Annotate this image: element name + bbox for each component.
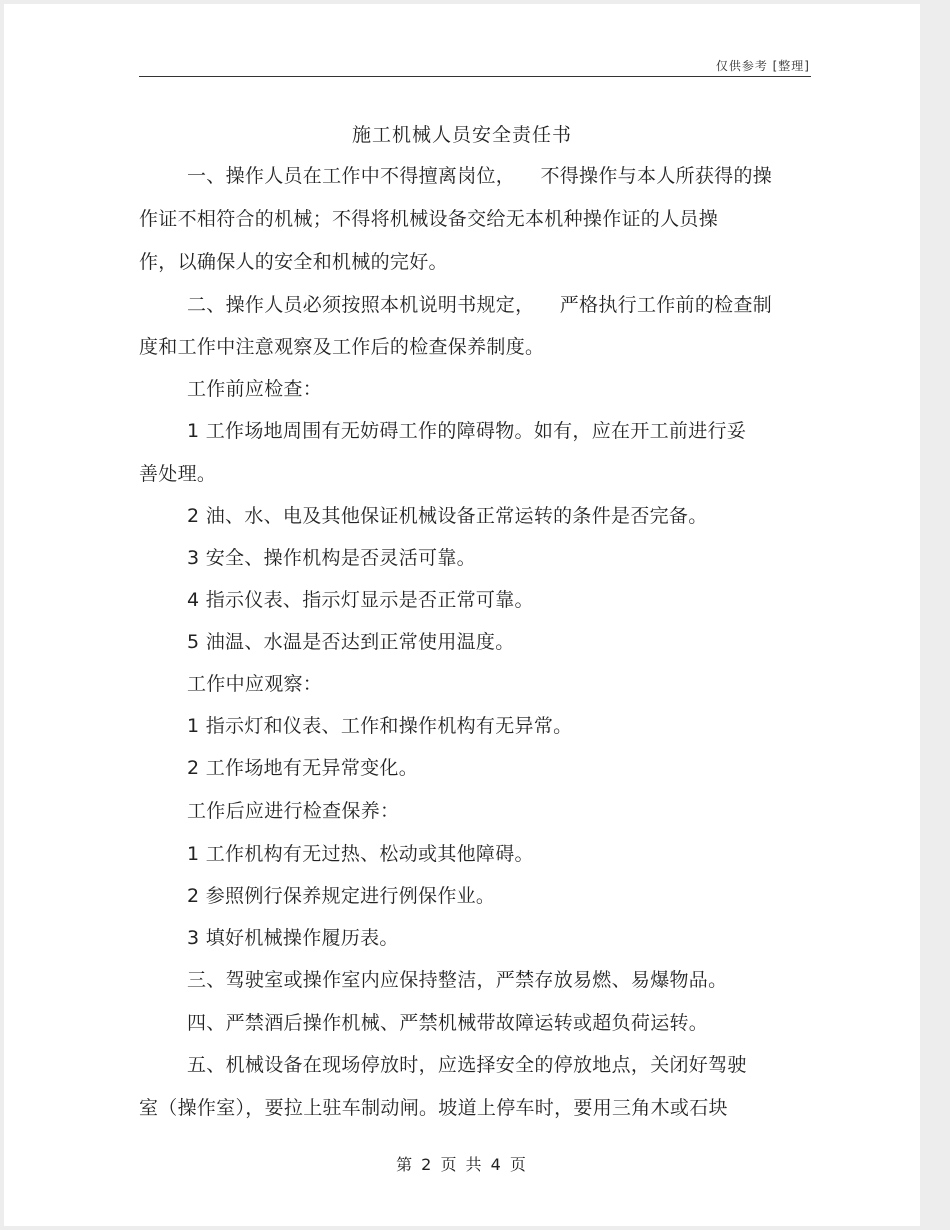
paragraph-line: 2 参照例行保养规定进行例保作业。 — [187, 885, 496, 907]
header-rule — [139, 76, 811, 77]
paragraph-line: 工作前应检查： — [187, 378, 323, 400]
paragraph-line: 4 指示仪表、指示灯显示是否正常可靠。 — [187, 589, 534, 611]
paragraph-line: 3 安全、操作机构是否灵活可靠。 — [187, 547, 476, 569]
document-title: 施工机械人员安全责任书 — [351, 124, 572, 146]
paragraph-line: 五、机械设备在现场停放时，应选择安全的停放地点，关闭好驾驶 — [187, 1054, 747, 1076]
paragraph-line: 3 填好机械操作履历表。 — [187, 927, 399, 949]
paragraph-line: 二、操作人员必须按照本机说明书规定， 严格执行工作前的检查制 — [187, 294, 773, 316]
paragraph-line: 善处理。 — [139, 463, 217, 485]
paragraph-line: 5 油温、水温是否达到正常使用温度。 — [187, 631, 515, 653]
paragraph-line: 工作中应观察： — [187, 673, 323, 695]
paragraph-line: 室（操作室），要拉上驻车制动闸。坡道上停车时，要用三角木或石块 — [139, 1097, 728, 1119]
paragraph-line: 1 工作机构有无过热、松动或其他障碍。 — [187, 843, 534, 865]
header-note: 仅供参考 [整理] — [715, 59, 810, 73]
paragraph-line: 三、驾驶室或操作室内应保持整洁，严禁存放易燃、易爆物品。 — [187, 969, 728, 991]
paragraph-line: 2 工作场地有无异常变化。 — [187, 757, 419, 779]
paragraph-line: 四、严禁酒后操作机械、严禁机械带故障运转或超负荷运转。 — [187, 1012, 709, 1034]
paragraph-line: 作证不相符合的机械；不得将机械设备交给无本机种操作证的人员操 — [139, 208, 719, 230]
paragraph-line: 度和工作中注意观察及工作后的检查保养制度。 — [139, 336, 545, 358]
paragraph-line: 工作后应进行检查保养： — [187, 800, 400, 822]
paragraph-line: 作，以确保人的安全和机械的完好。 — [139, 251, 448, 273]
document-page — [4, 4, 920, 1226]
paragraph-line: 1 工作场地周围有无妨碍工作的障碍物。如有，应在开工前进行妥 — [187, 420, 747, 442]
paragraph-line: 2 油、水、电及其他保证机械设备正常运转的条件是否完备。 — [187, 505, 708, 527]
page-number: 第 2 页 共 4 页 — [396, 1155, 528, 1174]
paragraph-line: 1 指示灯和仪表、工作和操作机构有无异常。 — [187, 715, 573, 737]
paragraph-line: 一、操作人员在工作中不得擅离岗位， 不得操作与本人所获得的操 — [187, 165, 773, 187]
